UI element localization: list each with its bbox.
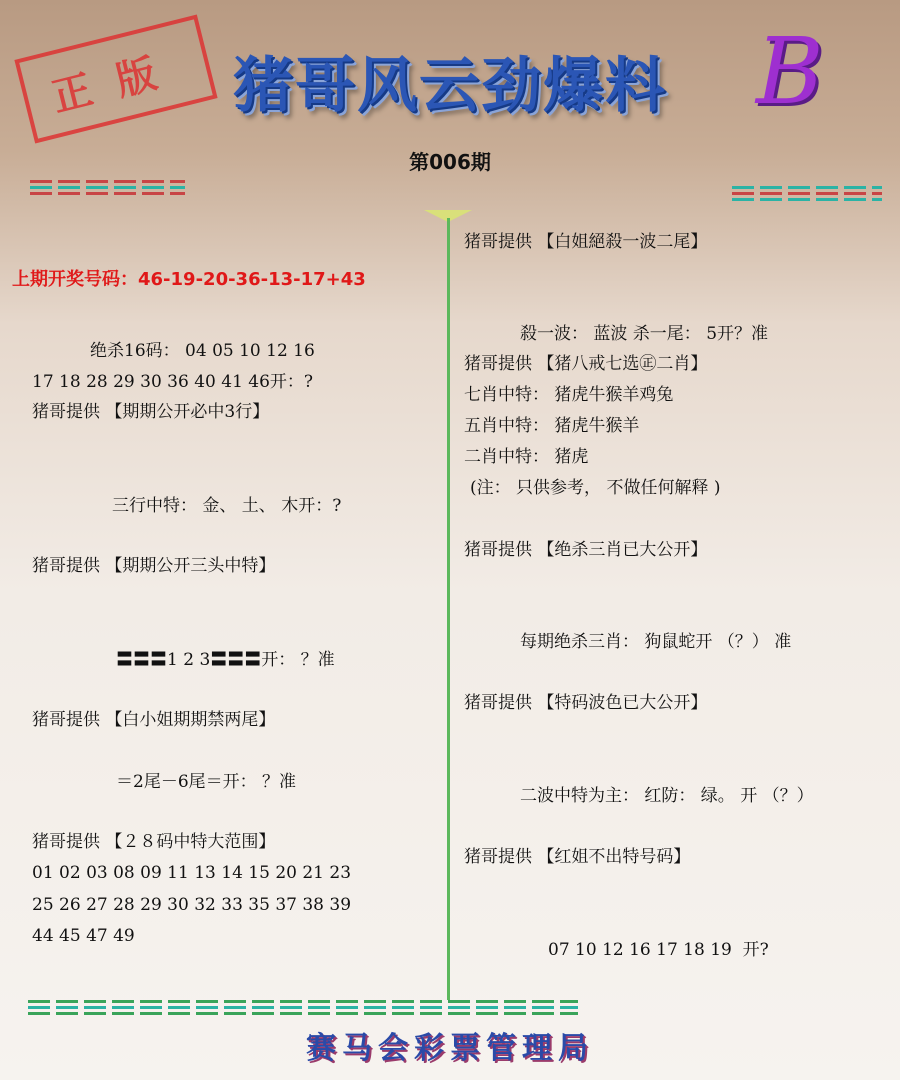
section-header-red-sister: 猪哥提供 【红姐不出特号码】 [464,847,691,867]
kill-three-zodiac-result: 每期绝杀三肖： 狗鼠蛇开 （？） 准 [520,632,792,652]
section-header-forbidden-tails: 猪哥提供 【白小姐期期禁两尾】 [32,710,276,730]
kill-wave-result: 殺一波： 蓝波 杀一尾： 5开？准 [520,324,769,344]
edition-mark: B [756,18,824,125]
kill-codes-line2: 17 18 28 29 30 36 40 41 46开：? [32,372,314,392]
column-divider [447,218,450,1000]
red-sister-numbers: 07 10 12 16 17 18 19 开? [548,940,769,960]
wave-color-result: 二波中特为主： 红防： 绿。 开 （？） [520,786,814,806]
disclaimer-note: (注： 只供参考， 不做任何解释 ) [470,478,721,498]
footer-banner: 赛马会彩票管理局 [306,1031,594,1066]
three-rows-result: 三行中特： 金、 土、 木开：? [112,496,342,516]
forbidden-tails-result: ＝2尾－6尾＝开： ？准 [116,772,297,792]
codes-line1: 01 02 03 08 09 11 13 14 15 20 21 23 [32,863,352,883]
decor-dashes-bottom [28,1000,578,1014]
section-header-wave-color: 猪哥提供 【特码波色已大公开】 [464,693,708,713]
issue-number: 第006期 [409,150,491,174]
section-header-kill-three-zodiac: 猪哥提供 【绝杀三肖已大公开】 [464,540,708,560]
decor-dashes-top-right [732,186,882,200]
kill-codes-line1: 绝杀16码： 04 05 10 12 16 [90,341,315,361]
section-header-three-rows: 猪哥提供 【期期公开必中3行】 [32,402,270,422]
section-header-three-heads: 猪哥提供 【期期公开三头中特】 [32,556,276,576]
page-title: 猪哥风云劲爆料 [233,51,667,121]
three-heads-result: 〓〓〓1 2 3〓〓〓开： ？准 [116,650,335,670]
last-draw-numbers: 上期开奖号码：46-19-20-36-13-17+43 [12,269,366,290]
official-stamp: 正版 [14,15,217,144]
section-header-kill-wave: 猪哥提供 【白姐絕殺一波二尾】 [464,232,708,252]
codes-line3: 44 45 47 49 [32,926,135,946]
section-header-28-codes: 猪哥提供 【２８码中特大范围】 [32,832,276,852]
seven-zodiac-line: 七肖中特： 猪虎牛猴羊鸡兔 [464,385,674,405]
decor-dashes-top-left [30,180,185,194]
two-zodiac-line: 二肖中特： 猪虎 [464,447,589,467]
codes-line2: 25 26 27 28 29 30 32 33 35 37 38 39 [32,895,352,915]
section-header-zodiac-pick: 猪哥提供 【猪八戒七选㊣二肖】 [464,354,708,374]
five-zodiac-line: 五肖中特： 猪虎牛猴羊 [464,416,640,436]
